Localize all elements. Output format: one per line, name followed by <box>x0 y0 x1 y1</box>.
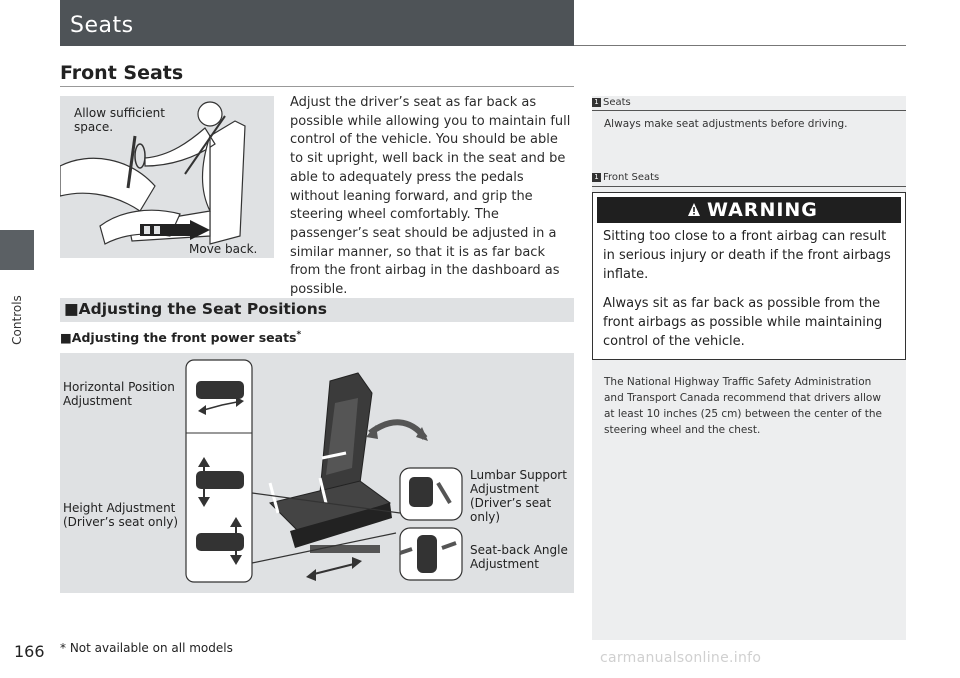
sidebar-rule <box>592 110 906 111</box>
warning-header <box>597 197 901 223</box>
sidebar-rule <box>592 186 906 187</box>
page-title-bar <box>60 0 574 46</box>
section-title: Front Seats <box>60 62 184 84</box>
subsection-header <box>60 298 574 322</box>
footnote-marker: * <box>296 330 302 340</box>
label-horizontal-adjustment: Horizontal Position Adjustment <box>63 380 175 408</box>
label-seatback-adjustment: Seat-back Angle Adjustment <box>470 543 568 571</box>
label-move-back: Move back. <box>189 242 258 256</box>
reference-icon: 1 <box>592 98 601 107</box>
sidebar-note-nhtsa: The National Highway Traffic Safety Administration and Transport Canada recommend that drivers allow at least 10 inches (25 cm) between the center of the steering wheel and the chest. <box>604 376 882 436</box>
sidebar-note-seats: Always make seat adjustments before driving. <box>604 118 848 130</box>
title-rule <box>574 45 906 46</box>
label-allow-space: Allow sufficient space. <box>74 106 165 134</box>
page-title: Seats <box>70 13 134 38</box>
warning-box <box>592 192 906 360</box>
footnote: * Not available on all models <box>60 641 233 655</box>
warning-text-2: Always sit as far back as possible from the front airbags as possible while maintaining control of the vehicle. <box>603 296 883 349</box>
watermark: carmanualsonline.info <box>600 650 762 666</box>
chapter-label: Controls <box>10 295 24 345</box>
warning-title: WARNING <box>707 199 818 221</box>
sidebar-heading-seats: 1 Seats <box>592 97 631 108</box>
warning-icon <box>687 202 701 218</box>
page-number: 166 <box>14 642 45 661</box>
chapter-tab-marker <box>0 230 34 270</box>
reference-icon: 1 <box>592 173 601 182</box>
label-height-adjustment: Height Adjustment (Driver’s seat only) <box>63 501 179 529</box>
driver-position-figure <box>60 96 274 258</box>
label-lumbar-adjustment: Lumbar Support Adjustment (Driver’s seat only) <box>470 468 567 524</box>
sub-subsection-title: ■Adjusting the front power seats* <box>60 330 302 346</box>
sidebar-notes <box>592 96 906 640</box>
front-seats-paragraph: Adjust the driver’s seat as far back as possible while allowing you to maintain full control of the vehicle. You should be able to sit upright, well back in the seat and be able to adequately press the pedals without leaning forward, and grip the steering wheel comfortably. The passenger’s seat should be adjusted in a similar manner, so that it is as far back from the front airbag in the dashboard as possible. <box>290 95 571 298</box>
warning-text-1: Sitting too close to a front airbag can result in serious injury or death if the front airbags inflate. <box>603 229 891 282</box>
power-seat-figure <box>60 353 574 593</box>
sidebar-heading-front-seats: 1 Front Seats <box>592 172 659 183</box>
subsection-title: ■Adjusting the Seat Positions <box>64 300 328 318</box>
section-rule <box>60 86 574 87</box>
